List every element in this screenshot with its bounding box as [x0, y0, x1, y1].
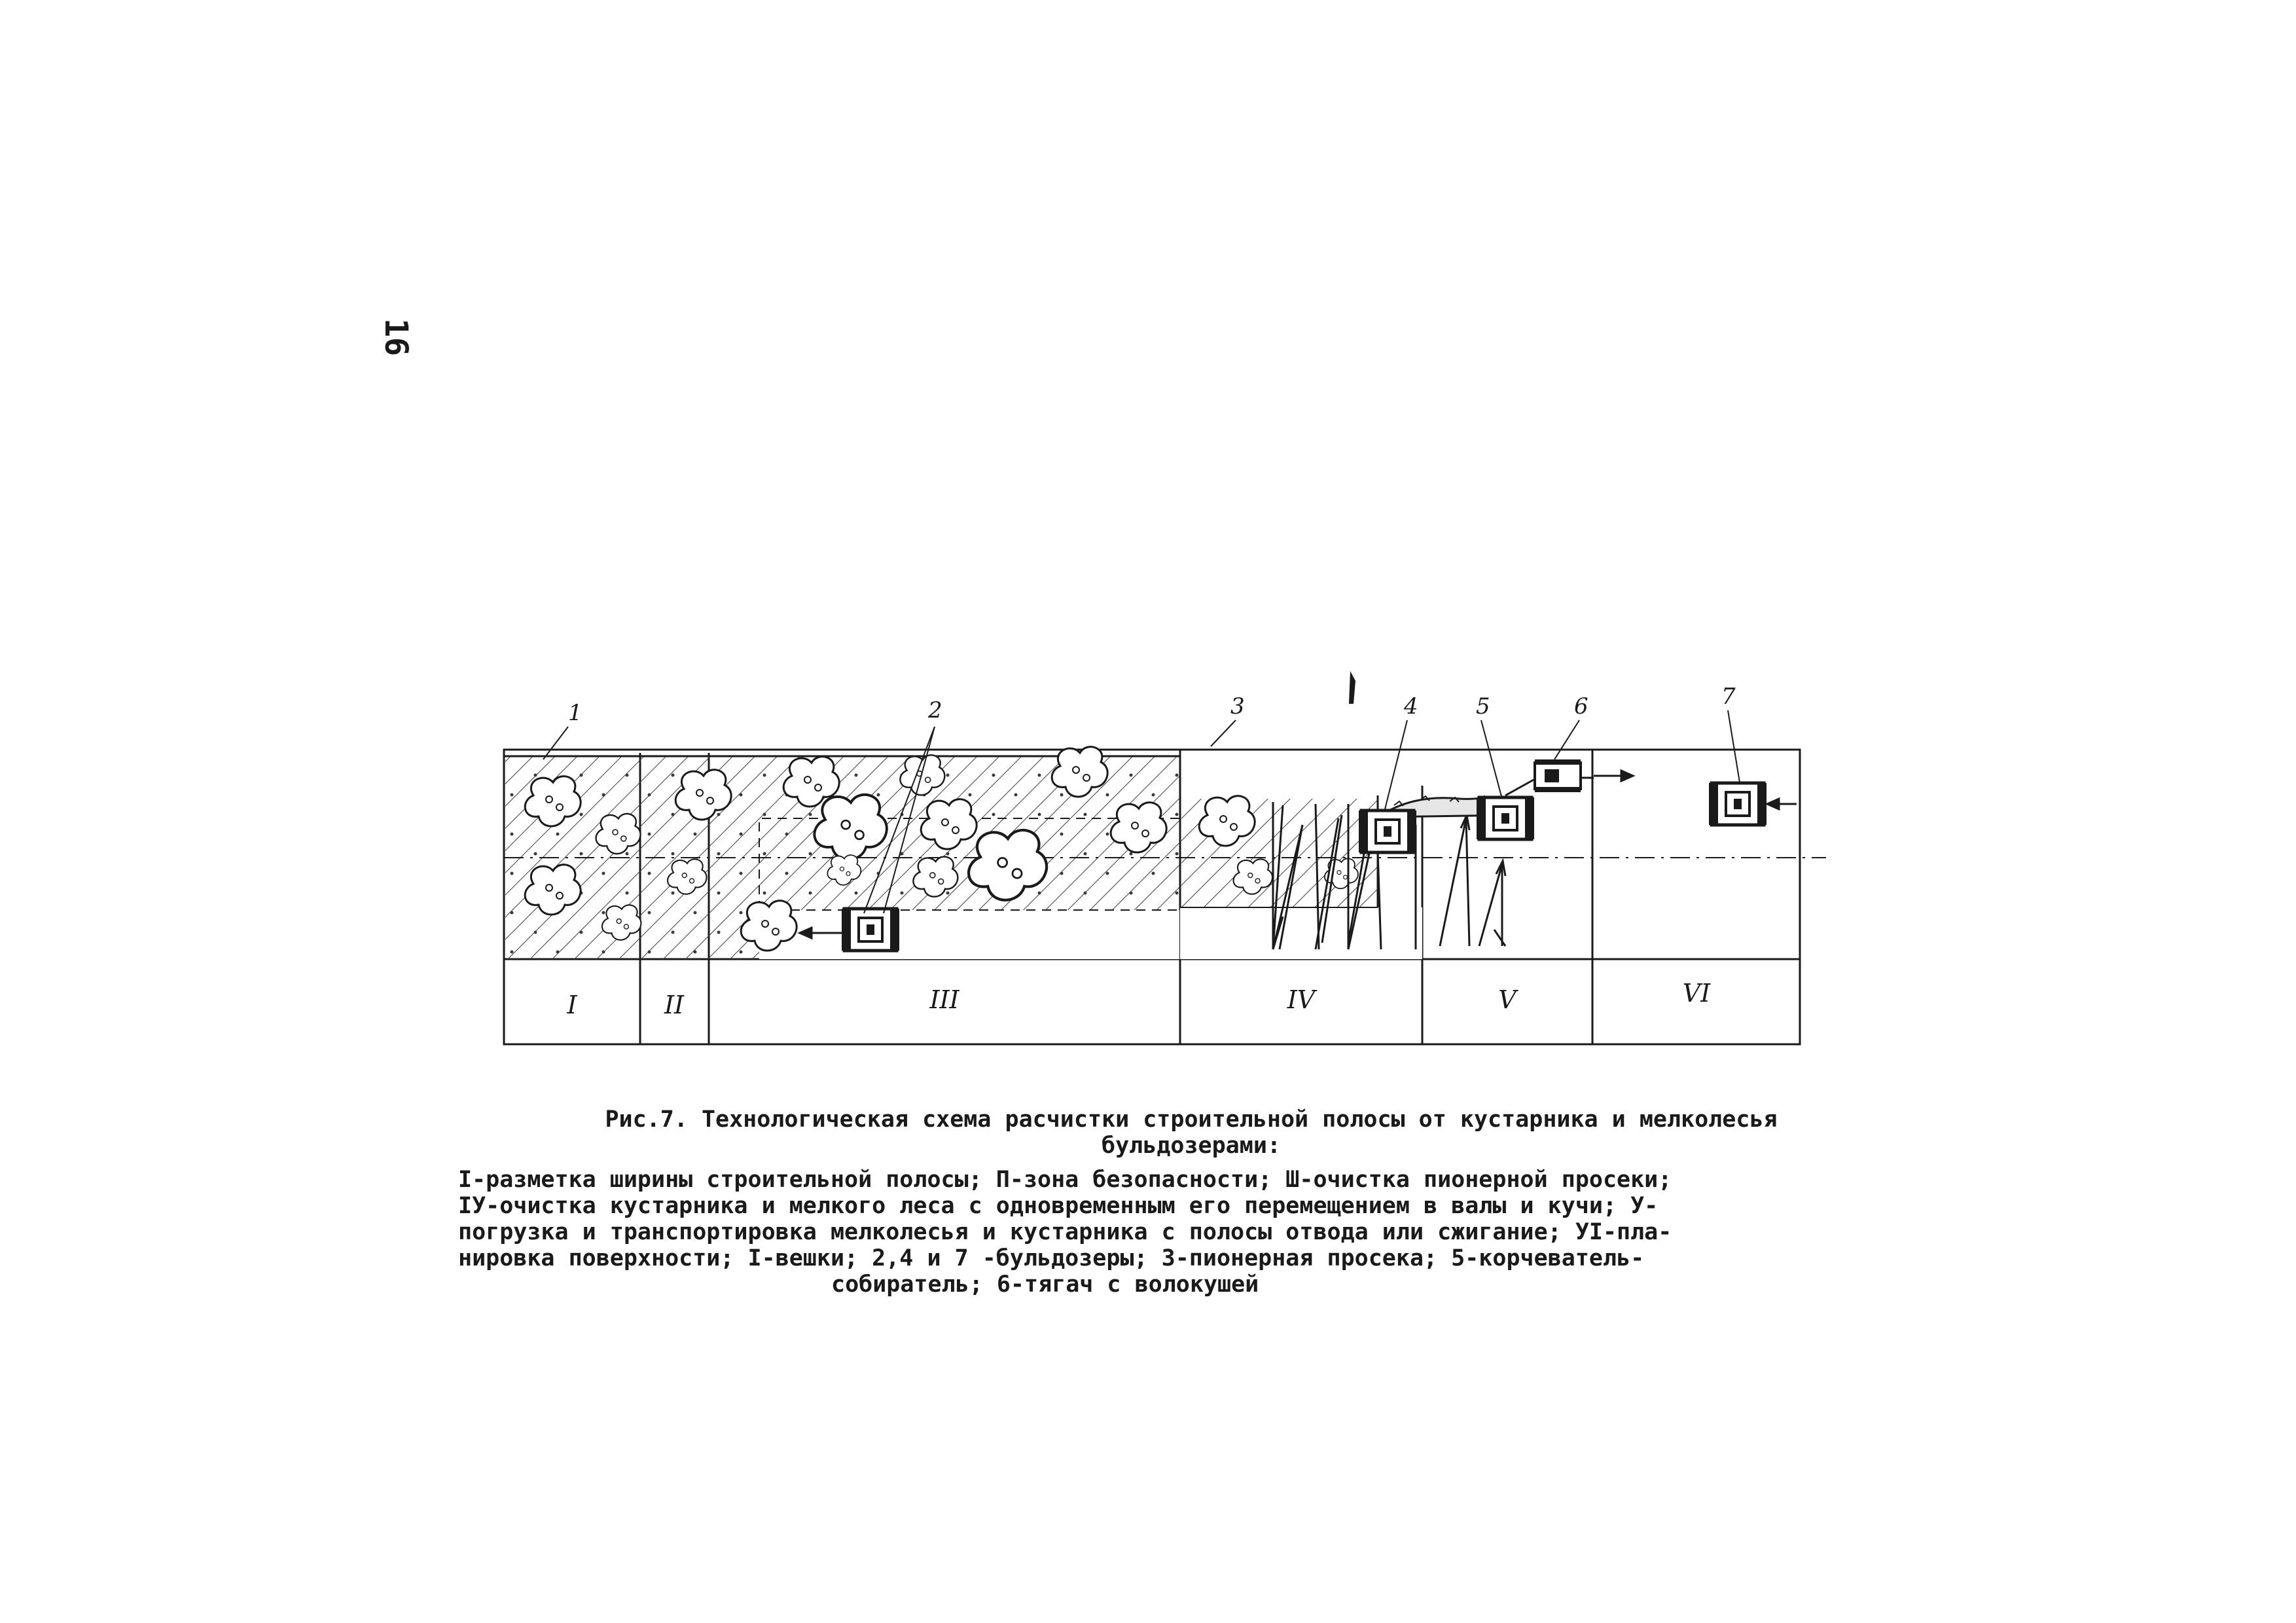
caption-legend-line: I-разметка ширины строительной полосы; П-зона безопасности; Ш-очистка пионерной просеки;	[458, 1167, 1672, 1193]
bulldozer-4	[1359, 811, 1416, 852]
page-number: 16	[378, 318, 414, 356]
callout-6: 6	[1574, 693, 1588, 720]
north-marker	[1349, 671, 1355, 704]
zone-label-ii: II	[664, 991, 685, 1019]
callout-labels	[568, 684, 1736, 726]
rooter-collector-5	[1477, 797, 1534, 839]
zone-label-i: I	[567, 991, 577, 1019]
callout-4: 4	[1404, 693, 1418, 720]
caption-title-line: Рис.7. Технологическая схема расчистки строительной полосы от кустарника и мелколесья	[605, 1106, 1778, 1133]
tractor-with-drag-6	[1505, 759, 1581, 795]
callout-2: 2	[928, 697, 942, 723]
caption-legend-line: собиратель; 6-тягач с волокушей	[831, 1271, 1259, 1298]
zone-label-iii: III	[929, 985, 960, 1014]
zone-label-vi: VI	[1682, 979, 1711, 1008]
caption-title	[458, 1106, 1924, 1159]
bulldozer-7	[1709, 783, 1767, 825]
caption-legend	[458, 1167, 1924, 1298]
caption-title-line: бульдозерами:	[1102, 1133, 1281, 1159]
callout-5: 5	[1476, 693, 1490, 720]
caption-legend-line: нировка поверхности; I-вешки; 2,4 и 7 -бульдозеры; 3-пионерная просека; 5-корчеватель-	[458, 1245, 1645, 1271]
zone-label-iv: IV	[1287, 985, 1316, 1014]
callout-7: 7	[1721, 684, 1736, 710]
callout-1: 1	[568, 700, 583, 726]
figure-caption	[458, 1106, 1924, 1298]
caption-legend-line: погрузка и транспортировка мелколесья и кустарника с полосы отвода или сжигание; УI-пла-	[458, 1219, 1672, 1245]
zone-label-v: V	[1498, 985, 1516, 1014]
zone-labels	[566, 979, 1711, 1019]
callout-3: 3	[1230, 693, 1245, 720]
bulldozer-2	[842, 909, 899, 951]
caption-legend-line: IУ-очистка кустарника и мелкого леса с одновременным его перемещением в валы и кучи; У-	[458, 1193, 1659, 1219]
